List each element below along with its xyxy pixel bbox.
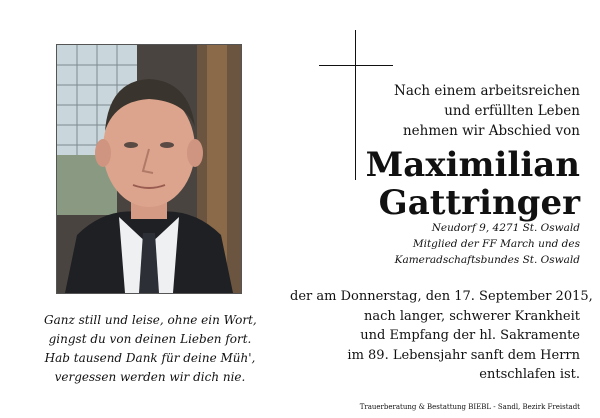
poem-line: Ganz still und leise, ohne ein Wort, xyxy=(44,313,257,327)
closing-line: entschlafen ist. xyxy=(479,367,580,382)
last-name: Gattringer xyxy=(378,183,580,223)
membership-line: Kameradschaftsbundes St. Oswald xyxy=(394,254,580,266)
intro-text xyxy=(340,81,580,141)
cross-bar xyxy=(319,65,393,66)
closing-text xyxy=(290,287,593,385)
deceased-name xyxy=(320,146,580,222)
closing-line: nach langer, schwerer Krankheit xyxy=(363,308,580,324)
first-name: Maximilian xyxy=(365,145,580,185)
poem-line: vergessen werden wir dich nie. xyxy=(54,370,246,384)
funeral-home-footer: Trauerberatung & Bestattung BIEBL - Sandl, Bezirk Freistadt xyxy=(359,403,580,411)
deceased-details xyxy=(310,220,580,268)
portrait-photo xyxy=(56,44,242,294)
closing-line: und Empfang der hl. Sakramente xyxy=(360,328,580,343)
closing-line: der am Donnerstag, den 17. September 2015, xyxy=(290,289,593,304)
closing-line: im 89. Lebensjahr sanft dem Herrn xyxy=(347,347,580,363)
intro-line: und erfüllten Leben xyxy=(444,103,580,119)
poem-line: gingst du von deinen Lieben fort. xyxy=(48,332,252,346)
portrait-photo-icon xyxy=(57,45,241,293)
poem-line: Hab tausend Dank für deine Müh', xyxy=(44,351,256,365)
intro-line: nehmen wir Abschied von xyxy=(402,123,580,139)
poem xyxy=(44,311,256,387)
address: Neudorf 9, 4271 St. Oswald xyxy=(431,222,580,234)
intro-line: Nach einem arbeitsreichen xyxy=(394,83,580,99)
membership-line: Mitglied der FF March und des xyxy=(412,238,580,250)
